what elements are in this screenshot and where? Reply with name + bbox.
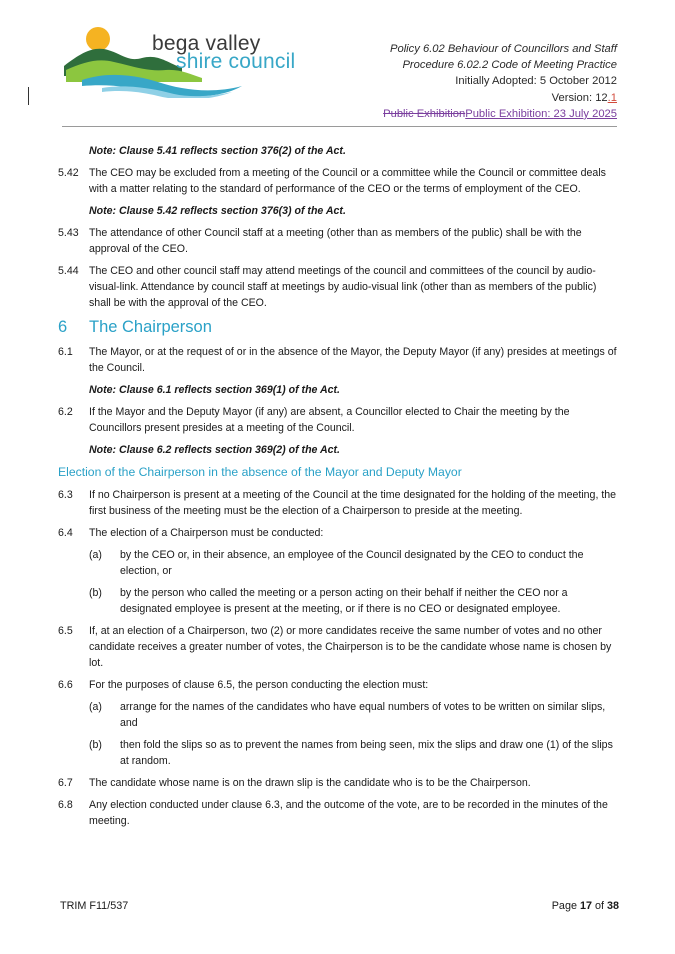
logo-line-2: shire council xyxy=(176,50,296,73)
clause-544 xyxy=(58,263,620,311)
page-number xyxy=(552,900,619,912)
clause-68 xyxy=(58,797,620,829)
document-header xyxy=(383,41,617,122)
page-total: 38 xyxy=(606,900,619,912)
clause-text: The CEO and other council staff may attend meetings of the council and committees of the council by audio-visual-link. Attendance by council staff at meetings by audio-visual link (other than as members of the public) shall be with the approval of the CEO. xyxy=(89,265,597,309)
sub-label: (b) xyxy=(89,739,102,751)
section-number: 6 xyxy=(58,318,68,336)
sub-text: arrange for the names of the candidates who have equal numbers of votes to be written on similar slips, and xyxy=(120,701,606,729)
clause-text: Any election conducted under clause 6.3, and the outcome of the vote, are to be recorded in the minutes of the meeting. xyxy=(89,799,608,827)
clause-number: 6.5 xyxy=(58,625,73,637)
clause-number: 6.3 xyxy=(58,489,73,501)
sub-label: (a) xyxy=(89,701,102,713)
clause-number: 6.1 xyxy=(58,346,73,358)
clause-66 xyxy=(58,677,620,693)
sub-text: then fold the slips so as to prevent the names from being seen, mix the slips and draw one (1) of the slips at random. xyxy=(120,739,613,767)
note-62: Note: Clause 6.2 reflects section 369(2) of the Act. xyxy=(89,444,340,456)
clause-542 xyxy=(58,165,620,197)
note-542: Note: Clause 5.42 reflects section 376(3) of the Act. xyxy=(89,205,346,217)
sub-label: (b) xyxy=(89,587,102,599)
clause-67 xyxy=(58,775,620,791)
document-body xyxy=(58,143,620,835)
clause-number: 6.8 xyxy=(58,799,73,811)
of-word: of xyxy=(591,900,607,912)
clause-text: The candidate whose name is on the drawn slip is the candidate who is to be the Chairperson. xyxy=(89,777,531,789)
clause-65 xyxy=(58,623,620,671)
clause-63 xyxy=(58,487,620,519)
section-heading-6 xyxy=(58,317,620,337)
procedure-title: Procedure 6.02.2 Code of Meeting Practice xyxy=(402,59,617,72)
note-541: Note: Clause 5.41 reflects section 376(2) of the Act. xyxy=(89,145,346,157)
exhibition-date: 23 July 2025 xyxy=(553,107,617,120)
clause-text: The Mayor, or at the request of or in the absence of the Mayor, the Deputy Mayor (if any) presides at meetings of the Council. xyxy=(89,346,617,374)
exhibition-inserted: Public Exhibition: xyxy=(465,107,554,120)
sub-text: by the person who called the meeting or a person acting on their behalf if neither the CEO nor a designated employee is present at the meeting, or if there is no CEO or designated employee. xyxy=(120,587,568,615)
clause-number: 5.42 xyxy=(58,167,79,179)
clause-number: 6.7 xyxy=(58,777,73,789)
sub-label: (a) xyxy=(89,549,102,561)
clause-text: The election of a Chairperson must be conducted: xyxy=(89,527,324,539)
clause-text: The CEO may be excluded from a meeting of the Council or a committee while the Council or committee deals with a matter relating to the standard of performance of the CEO or the terms of employment of the CEO. xyxy=(89,167,606,195)
clause-66a xyxy=(89,699,620,731)
note-61: Note: Clause 6.1 reflects section 369(1) of the Act. xyxy=(89,384,340,396)
version-label: Version: 12 xyxy=(551,91,608,104)
page-current: 17 xyxy=(579,900,592,912)
sun-shape xyxy=(86,27,110,51)
logo-line-1: bega valley xyxy=(152,32,261,55)
clause-66b xyxy=(89,737,620,769)
clause-text: If no Chairperson is present at a meeting of the Council at the time designated for the holding of the meeting, the first business of the meeting must be the election of a Chairperson to preside at the meeting. xyxy=(89,489,617,517)
trim-reference: TRIM F11/537 xyxy=(60,900,129,912)
clause-number: 6.2 xyxy=(58,406,73,418)
clause-text: For the purposes of clause 6.5, the person conducting the election must: xyxy=(89,679,429,691)
clause-text: The attendance of other Council staff at a meeting (other than as members of the public) shall be with the approval of the CEO. xyxy=(89,227,582,255)
clause-number: 6.6 xyxy=(58,679,73,691)
clause-64b xyxy=(89,585,620,617)
header-divider xyxy=(62,126,617,127)
clause-61 xyxy=(58,344,620,376)
clause-number: 5.44 xyxy=(58,265,79,277)
clause-543 xyxy=(58,225,620,257)
clause-number: 5.43 xyxy=(58,227,79,239)
policy-title: Policy 6.02 Behaviour of Councillors and Staff xyxy=(390,43,617,55)
clause-text: If the Mayor and the Deputy Mayor (if any) are absent, a Councillor elected to Chair the meeting by the Councillors present presides at a meeting of the Council. xyxy=(89,406,570,434)
exhibition-deleted: Public Exhibition xyxy=(383,107,466,120)
clause-64a xyxy=(89,547,620,579)
clause-text: If, at an election of a Chairperson, two (2) or more candidates receive the same number of votes and no other candidate receives a greater number of votes, the Chairperson is to be the candidate whose name is chosen by lot. xyxy=(89,625,612,669)
version-line xyxy=(383,90,617,106)
text-cursor xyxy=(28,87,29,105)
section-title: The Chairperson xyxy=(89,318,212,336)
version-insertion: .1 xyxy=(607,91,617,104)
clause-number: 6.4 xyxy=(58,527,73,539)
adopted-date: Initially Adopted: 5 October 2012 xyxy=(455,75,617,88)
page-word: Page xyxy=(551,900,580,912)
clause-64 xyxy=(58,525,620,541)
clause-62 xyxy=(58,404,620,436)
sub-text: by the CEO or, in their absence, an employee of the Council designated by the CEO to conduct the election, or xyxy=(120,549,584,577)
subheading-election: Election of the Chairperson in the absence of the Mayor and Deputy Mayor xyxy=(58,465,462,479)
exhibition-line xyxy=(383,106,617,122)
